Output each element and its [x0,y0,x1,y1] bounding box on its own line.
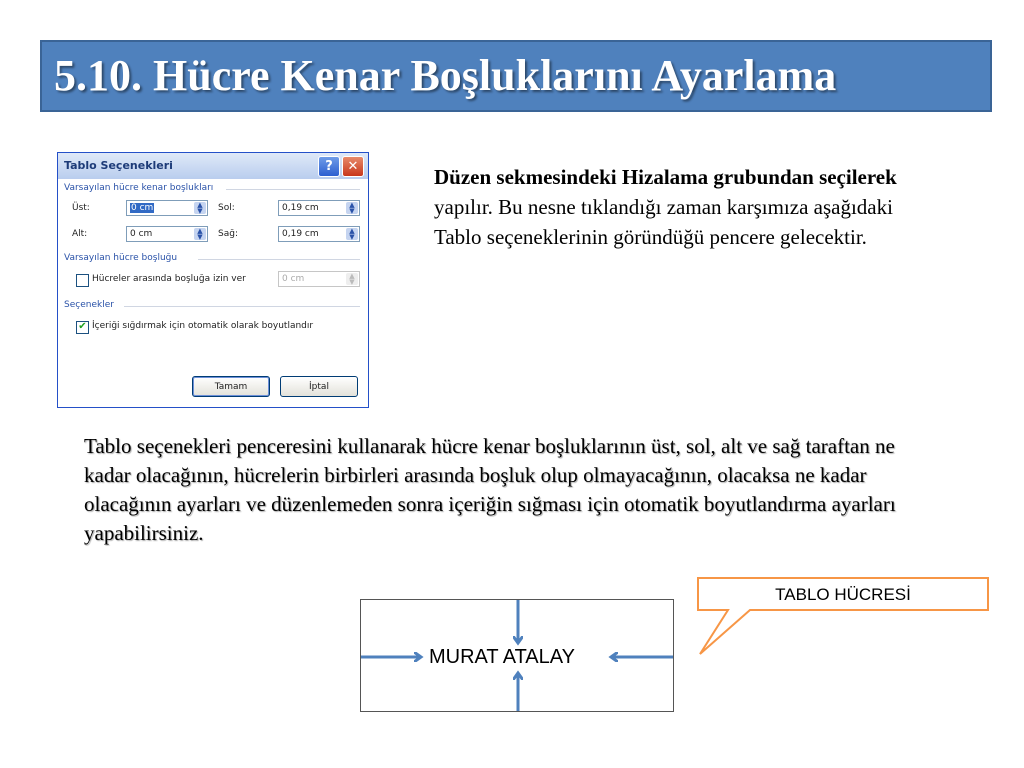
top-label: Üst: [72,203,90,213]
group-label-options: Seçenekler [64,300,114,310]
spinner-icon[interactable]: ▲ ▼ [194,228,206,240]
spinner-icon[interactable]: ▲ ▼ [346,228,358,240]
bottom-margin-value: 0 cm [130,229,153,239]
top-margin-value: 0 cm [131,203,154,213]
autofit-checkbox-label: İçeriği sığdırmak için otomatik olarak boyutlandır [92,321,314,331]
help-icon[interactable]: ? [318,156,340,177]
left-label: Sol: [218,203,235,213]
group-label-spacing: Varsayılan hücre boşluğu [64,253,178,263]
body-paragraph: Tablo seçenekleri penceresini kullanarak hücre kenar boşluklarının üst, sol, alt ve sağ taraftan ne kadar olacağının, hücrelerin birbirleri arasında boşluk olup olmayacağının, olacaksa ne kadar olacağının ayarları ve düzenlemeden sonra içeriğin sığması için otomatik boyutlandırma ayarları yapabilirsiniz. [84,434,896,545]
callout-text: TABLO HÜCRESİ [775,585,911,604]
spinner-icon[interactable]: ▲ ▼ [194,202,206,214]
ok-button[interactable]: Tamam [192,376,270,397]
cell-text: MURAT ATALAY [429,646,575,668]
cancel-button[interactable]: İptal [280,376,358,397]
left-margin-value: 0,19 cm [282,203,319,213]
spinner-icon[interactable]: ▲ ▼ [346,202,358,214]
right-label: Sağ: [218,229,238,239]
autofit-checkbox[interactable]: ✔ [76,321,89,334]
description-bold: Düzen sekmesindeki Hizalama grubundan seçilerek [434,165,897,189]
spacing-value: 0 cm [282,274,305,284]
dialog-title: Tablo Seçenekleri [64,159,173,172]
close-icon[interactable]: ✕ [342,156,364,177]
slide-title: 5.10. Hücre Kenar Boşluklarını Ayarlama [54,51,837,100]
spacing-checkbox-label: Hücreler arasında boşluğa izin ver [92,274,246,284]
bottom-label: Alt: [72,229,88,239]
description-rest: yapılır. Bu nesne tıklandığı zaman karşımıza aşağıdaki Tablo seçeneklerinin göründüğü pencere gelecektir. [434,195,893,249]
group-label-margins: Varsayılan hücre kenar boşlukları [64,183,214,193]
right-margin-value: 0,19 cm [282,229,319,239]
spinner-icon[interactable]: ▲ ▼ [346,273,358,285]
